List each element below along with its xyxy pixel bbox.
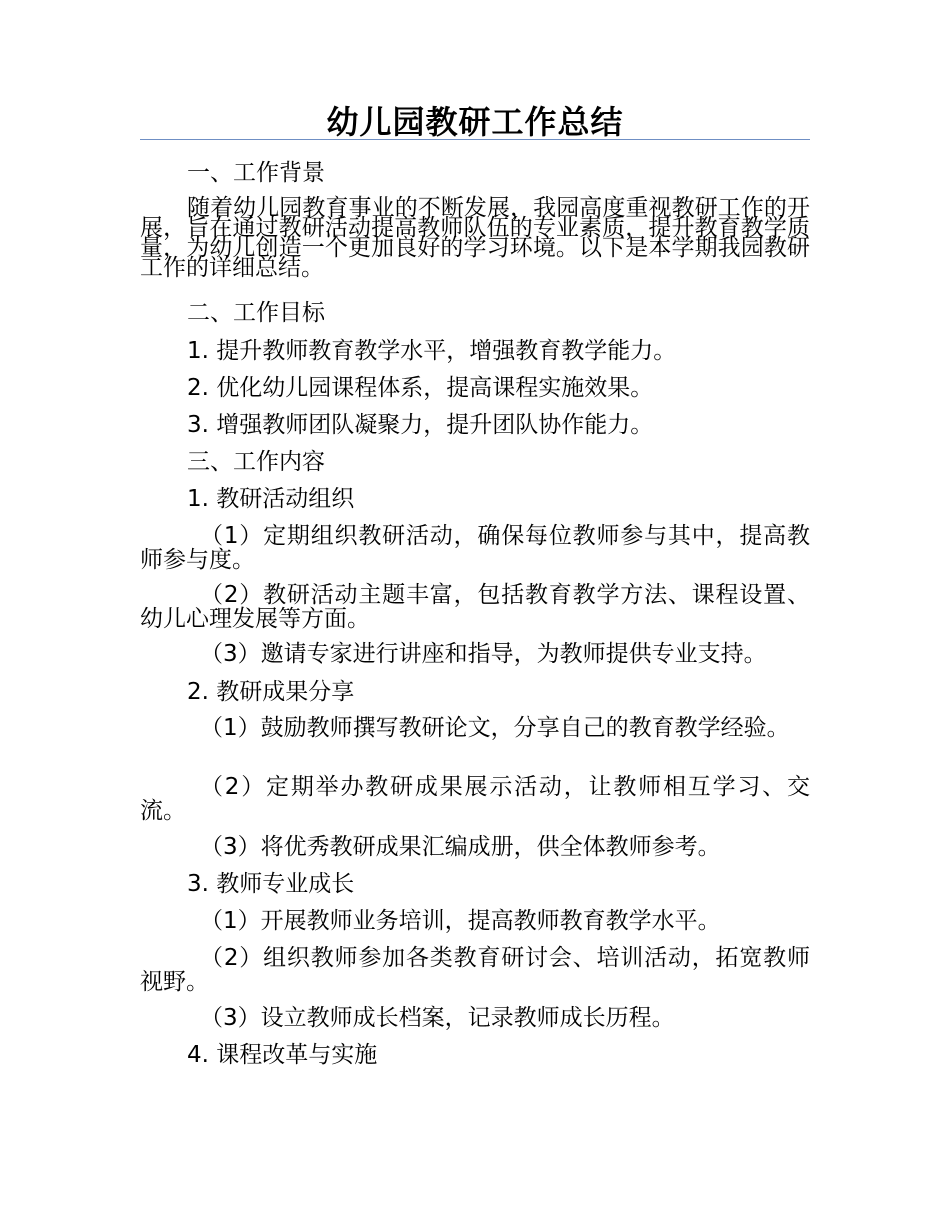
content-1-item-3: （3）邀请专家进行讲座和指导，为教师提供专业支持。 [200, 641, 767, 667]
content-3-item-3: （3）设立教师成长档案，记录教师成长历程。 [200, 1005, 675, 1031]
section-heading-goals: 二、工作目标 [187, 300, 325, 326]
content-1-item-1: （1）定期组织教研活动，确保每位教师参与其中，提高教师参与度。 [140, 523, 810, 573]
content-3-item-2: （2）组织教师参加各类教育研讨会、培训活动，拓宽教师视野。 [140, 945, 810, 995]
goal-item-3: 3. 增强教师团队凝聚力，提升团队协作能力。 [187, 412, 654, 438]
content-heading-3: 3. 教师专业成长 [187, 871, 355, 897]
section-heading-content: 三、工作内容 [187, 449, 325, 475]
content-2-item-1: （1）鼓励教师撰写教研论文，分享自己的教育教学经验。 [200, 715, 790, 741]
content-heading-2: 2. 教研成果分享 [187, 679, 355, 705]
content-2-item-3: （3）将优秀教研成果汇编成册，供全体教师参考。 [200, 834, 721, 860]
content-2-item-2: （2）定期举办教研成果展示活动，让教师相互学习、交流。 [140, 774, 810, 824]
content-1-item-2: （2）教研活动主题丰富，包括教育教学方法、课程设置、幼儿心理发展等方面。 [140, 582, 810, 632]
content-3-item-1: （1）开展教师业务培训，提高教师教育教学水平。 [200, 908, 721, 934]
section-heading-background: 一、工作背景 [187, 160, 325, 186]
content-heading-4: 4. 课程改革与实施 [187, 1042, 378, 1068]
goal-item-2: 2. 优化幼儿园课程体系，提高课程实施效果。 [187, 375, 654, 401]
content-heading-1: 1. 教研活动组织 [187, 486, 355, 512]
title-underline [140, 139, 810, 140]
background-paragraph: 随着幼儿园教育事业的不断发展，我园高度重视教研工作的开展，旨在通过教研活动提高教师队伍的专业素质，提升教育教学质量，为幼儿创造一个更加良好的学习环境。以下是本学期我园教研工作的详细总结。 [140, 195, 810, 281]
goal-item-1: 1. 提升教师教育教学水平，增强教育教学能力。 [187, 338, 677, 364]
document-title: 幼儿园教研工作总结 [326, 103, 624, 141]
